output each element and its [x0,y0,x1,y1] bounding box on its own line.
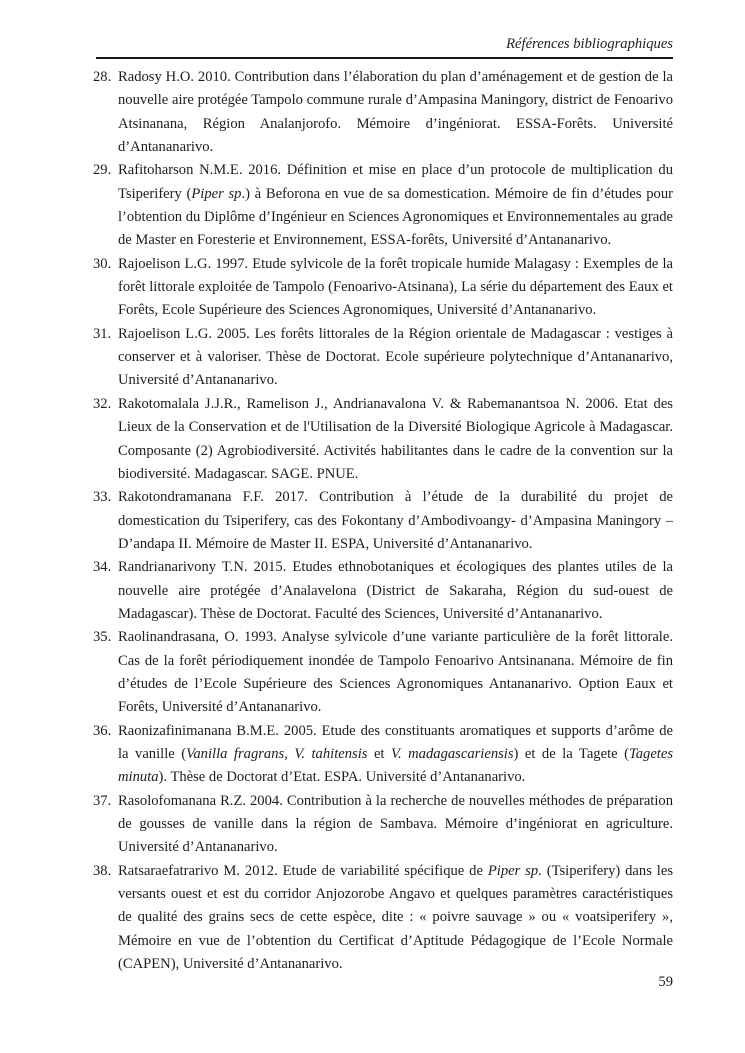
reference-text: Raonizafinimanana B.M.E. 2005. Etude des constituants aromatiques et supports d’arôme de la vanille (Vanilla fragrans, V. tahitensis et V. madagascariensis) et de la Tagete (Tagetes minuta). Thèse de Doctorat d’Etat. ESPA. Université d’Antananarivo. [118,722,674,786]
reference-number: 29. [93,162,112,179]
running-header-title: Références bibliographiques [506,36,673,52]
reference-text: Rakotondramanana F.F. 2017. Contribution à l’étude de la durabilité du projet de domestication du Tsiperifery, cas des Fokontany d’Ambodivoangy- d’Ampasina Maningory – D’andapa II. Mémoire de Master II. ESPA, Université d’Antananarivo. [118,489,673,552]
reference-text: Rasolofomanana R.Z. 2004. Contribution à la recherche de nouvelles méthodes de préparation de gousses de vanille dans la région de Sambava. Mémoire d’ingéniorat en agriculture. Université d’Antananarivo. [118,792,673,856]
reference-number: 36. [93,722,112,739]
reference-entry [93,556,673,626]
running-header [96,36,673,59]
reference-entry [93,790,673,860]
reference-number: 34. [93,559,112,576]
reference-entry [93,720,673,790]
reference-entry [93,626,673,719]
reference-entry [93,323,673,393]
reference-number: 33. [93,489,112,506]
reference-entry [93,159,673,252]
reference-text: Raolinandrasana, O. 1993. Analyse sylvicole d’une variante particulière de la forêt littorale. Cas de la forêt périodiquement inondée de Tampolo Fenoarivo Antsinanana. Mémoire de fin d’études de l’Ecole Supérieure des Sciences Agronomiques Antananarivo. Option Eaux et Forêts, Université d’Antananarivo. [118,629,673,716]
reference-text: Radosy H.O. 2010. Contribution dans l’élaboration du plan d’aménagement et de gestion de la nouvelle aire protégée Tampolo commune rurale d’Ampasina Maningory, district de Fenoarivo Atsinanana, Région Analanjorofo. Mémoire d’ingéniorat. ESSA-Forêts. Université d’Antananarivo. [118,69,673,156]
reference-text: Ratsaraefatrarivo M. 2012. Etude de variabilité spécifique de Piper sp. (Tsiperifery) dans les versants ouest et est du corridor Anjozorobe Angavo et quelques paramètres caractéristiques de qualité des grains secs de cette espèce, dite : « poivre sauvage » ou « voatsiperifery », Mémoire en vue de l’obtention du Certificat d’Aptitude Pédagogique de l’Ecole Normale (CAPEN), Université d’Antananarivo. [118,862,673,973]
reference-entry [93,66,673,159]
reference-text: Rajoelison L.G. 2005. Les forêts littorales de la Région orientale de Madagascar : vestiges à conserver et à valoriser. Thèse de Doctorat. Ecole supérieure polytechnique d’Antananarivo, Université d’Antananarivo. [118,325,673,389]
reference-text: Rafitoharson N.M.E. 2016. Définition et mise en place d’un protocole de multiplication du Tsiperifery (Piper sp.) à Beforona en vue de sa domestication. Mémoire de fin d’études pour l’obtention du Diplôme d’Ingénieur en Sciences Agronomiques et Environnementales au grade de Master en Foresterie et Environnement, ESSA-forêts, Université d’Antananarivo. [118,162,673,249]
reference-list [93,66,673,976]
reference-entry [93,860,673,977]
reference-text: Randrianarivony T.N. 2015. Etudes ethnobotaniques et écologiques des plantes utiles de la nouvelle aire protégée d’Analavelona (District de Sakaraha, Région du sud-ouest de Madagascar). Thèse de Doctorat. Faculté des Sciences, Université d’Antananarivo. [118,559,673,622]
reference-number: 35. [93,629,112,646]
reference-number: 28. [93,69,112,85]
page-number: 59 [658,974,673,990]
reference-number: 32. [93,395,112,412]
reference-number: 38. [93,862,112,879]
reference-entry [93,393,673,486]
reference-entry [93,253,673,323]
reference-number: 30. [93,255,112,272]
reference-number: 31. [93,325,112,342]
reference-number: 37. [93,792,112,809]
reference-text: Rajoelison L.G. 1997. Etude sylvicole de la forêt tropicale humide Malagasy : Exemples de la forêt littorale exploitée de Tampolo (Fenoarivo-Atsinana), La série du département des Eaux et Forêts, Ecole Supérieure des Sciences Agronomiques, Université d’Antananarivo. [118,255,673,319]
reference-entry [93,486,673,556]
reference-text: Rakotomalala J.J.R., Ramelison J., Andrianavalona V. & Rabemanantsoa N. 2006. Etat des Lieux de la Conservation et de l'Utilisation de la Diversité Biologique Agricole à Madagascar. Composante (2) Agrobiodiversité. Activités habilitantes dans le cadre de la convention sur la biodiversité. Madagascar. SAGE. PNUE. [118,395,673,482]
